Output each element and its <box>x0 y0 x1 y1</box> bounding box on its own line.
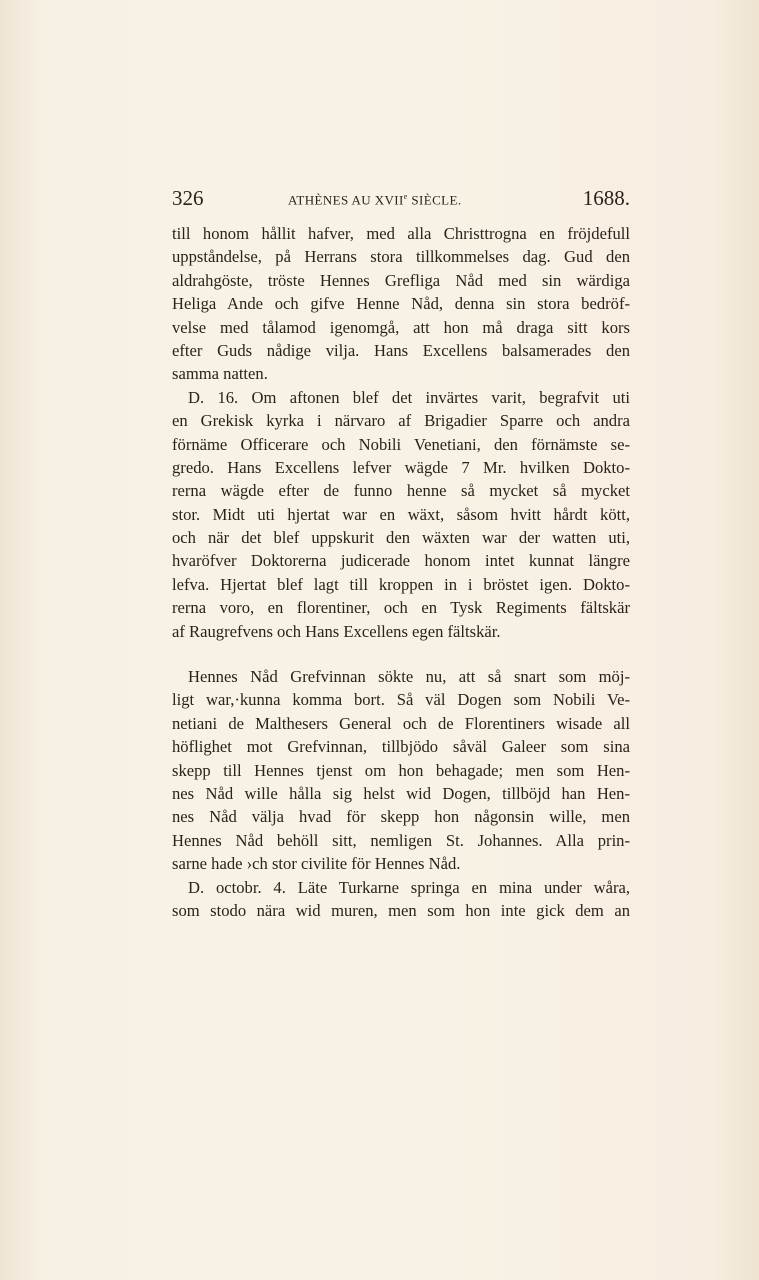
text-line: af Raugrefvens och Hans Excellens egen fältskär. <box>172 621 501 641</box>
text-line: Heliga Ande och gifve Henne Nåd, denna sin stora bedröf- <box>172 294 630 314</box>
text-line: till honom hållit hafver, med alla Christtrogna en fröjdefull <box>172 224 630 243</box>
text-line: som stodo nära wid muren, men som hon inte gick dem an <box>172 900 630 920</box>
running-title-end: SIÈCLE. <box>407 192 462 208</box>
page-number: 326 <box>172 186 204 210</box>
text-line: nes Nåd wille hålla sig helst wid Dogen, tillböjd han Hen- <box>172 783 630 803</box>
text-line: uppståndelse, på Herrans stora tillkommelses dag. Gud den <box>172 247 630 267</box>
text-line: och när det blef uppskurit den wäxten war der watten uti, <box>172 528 630 548</box>
text-line: rerna voro, en florentiner, och en Tysk Regiments fältskär <box>172 598 630 618</box>
text-line: velse med tålamod igenomgå, att hon må draga sitt kors <box>172 317 630 337</box>
text-line: nes Nåd välja hvad för skepp hon någonsin wille, men <box>172 807 630 827</box>
text-line: skepp till Hennes tjenst om hon behagade; men som Hen- <box>172 760 630 780</box>
text-line: samma natten. <box>172 364 268 384</box>
text-line: netiani de Malthesers General och de Florentiners wisade all <box>172 713 630 733</box>
text-line: stor. Midt uti hjertat war en wäxt, såsom hvitt hårdt kött, <box>172 504 630 524</box>
running-title-main: ATHÈNES AU XVII <box>288 192 404 208</box>
text-line: D. octobr. 4. Läte Turkarne springa en mina under wåra, <box>188 877 630 897</box>
paragraph-gap <box>172 643 630 665</box>
text-line: hvaröfver Doktorerna judicerade honom intet kunnat längre <box>172 551 630 571</box>
page-header <box>172 186 630 216</box>
text-line: Hennes Nåd Grefvinnan sökte nu, att så snart som möj- <box>188 667 630 687</box>
text-line: sarne hade ›ch stor civilite för Hennes Nåd. <box>172 854 461 874</box>
text-line: Hennes Nåd behöll sitt, nemligen St. Johannes. Alla prin- <box>172 830 630 850</box>
text-line: ligt war,·kunna komma bort. Så väl Dogen som Nobili Ve- <box>172 690 630 710</box>
text-line: rerna wägde efter de funno henne så mycket så mycket <box>172 481 630 501</box>
running-title <box>288 192 462 208</box>
body-text <box>172 222 630 922</box>
text-line: en Grekisk kyrka i närvaro af Brigadier Sparre och andra <box>172 411 630 431</box>
year-heading: 1688. <box>582 186 630 210</box>
text-line: efter Guds nådige vilja. Hans Excellens balsamerades den <box>172 340 630 360</box>
text-line: gredo. Hans Excellens lefver wägde 7 Mr. hvilken Dokto- <box>172 457 630 477</box>
text-line: lefva. Hjertat blef lagt till kroppen in i bröstet igen. Dokto- <box>172 574 630 594</box>
text-line: aldrahgöste, tröste Hennes Grefliga Nåd med sin wärdiga <box>172 270 630 290</box>
text-line: förnäme Officerare och Nobili Venetiani, den förnämste se- <box>172 434 630 454</box>
text-line: D. 16. Om aftonen blef det invärtes varit, begrafvit uti <box>188 387 630 407</box>
text-line: höflighet mot Grefvinnan, tillbjödo såväl Galeer som sina <box>172 737 630 757</box>
running-title-superscript: e <box>403 192 408 201</box>
